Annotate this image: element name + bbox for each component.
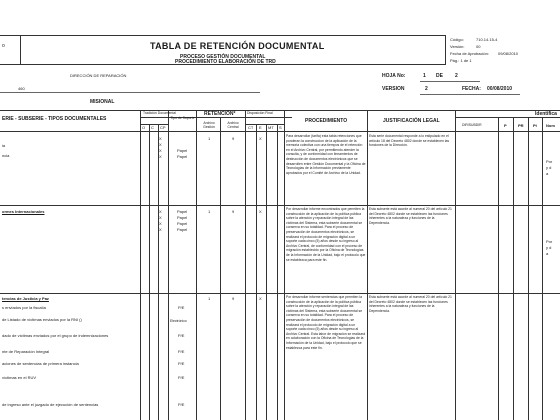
- col-p: P: [504, 123, 507, 128]
- final-disposition-header: Disposición Final: [247, 111, 273, 115]
- row1-procedure: Para desarrollar (tarifa) esta tabla retenciones que ponderan la construccion de la aplicación de la memoria colectiva con una tiempos de el retención en el Archivo Central, por permitiendo atender la consulta, y de conformidad con lineamientos de destrucción de documentos electrónicos que se desarrollen entre Gestión Documental y la Oficina de Tecnologías de la Información previamente aprobados por el Comité de Archivo de la Unidad.: [286, 134, 366, 175]
- row1-mark-3: X: [159, 148, 162, 153]
- row1-item-1: ia: [2, 143, 6, 148]
- code-value: 710.14.15-4: [476, 37, 498, 42]
- row1-mark-2: X: [159, 142, 162, 147]
- row3-item-5: aciones de sentencias de primera instancia: [2, 361, 79, 366]
- col-cp: CP: [160, 125, 166, 130]
- date-row-value: 00/08/2010: [487, 86, 513, 92]
- archive-central-header: Archivo Central: [227, 121, 239, 129]
- row2-series-label: ormes Internacionales: [2, 209, 45, 214]
- row3-archive-gestion: 1: [208, 296, 211, 301]
- archive-management-header: Archivo Gestión: [203, 121, 215, 129]
- row2-support-3: Papel: [177, 221, 188, 226]
- version-value: 00: [476, 44, 481, 49]
- page-counter: Pág.: 1 de 1: [450, 58, 472, 63]
- dependency-code: 460: [18, 86, 25, 91]
- row3-support-6: P/E: [178, 375, 185, 380]
- row3-legal: Esta subserie está acorde al numeral 20 del artículo 21 del Decreto 4802 donde se establecen las funciones inherentes a la naturaleza y funciones de la Dependencia.: [369, 295, 452, 313]
- row2-legal: Esta subserie está acorde al numeral 20 del artículo 21 del Decreto 4802 donde se establecen las funciones inherentes a la naturaleza y funciones de la Dependencia.: [369, 207, 452, 225]
- procedure-subtitle: PROCEDIMIENTO ELABORACIÓN DE TRD: [175, 59, 276, 65]
- row2-mark-4: X: [159, 227, 162, 232]
- approval-date-label: Fecha de Aprobación:: [450, 51, 489, 56]
- row3-item-7: de ingreso ante el juzgado de ejecución de sentencias: [2, 402, 99, 407]
- row2-mark-3: X: [159, 221, 162, 226]
- row3-disposition: X: [259, 296, 262, 301]
- col-mt: MT: [268, 125, 274, 130]
- retention-header: RETENCIÓN*: [204, 111, 236, 117]
- version-row-label: VERSION: [382, 86, 405, 92]
- tradition-header: Tradición Documental: [143, 111, 176, 115]
- row3-support-7: P/E: [178, 402, 185, 407]
- sheet-label: HOJA No:: [382, 73, 406, 79]
- left-fragment: o: [2, 43, 5, 49]
- row2-archive-central: 9: [232, 209, 235, 214]
- row2-support-4: Papel: [177, 227, 188, 232]
- version-row-value: 2: [425, 86, 428, 92]
- row3-item-6: víctimas en el RUV: [2, 375, 37, 380]
- sheet-number: 1: [423, 73, 426, 79]
- row2-disposition: X: [259, 209, 262, 214]
- process-subtitle: PROCESO GESTIÓN DOCUMENTAL: [180, 54, 266, 60]
- row3-procedure: Por desarrollar informe sentencias que permiten la construcción de la aplicación de la política pública sobre la atención y reparación integral de las víctimas del Sistema, esta subserie documental se conserva en su totalidad. Para el proceso de preservación de documentos electrónicos, se realizará el protocolo de migración digital a un soporte cada cinco (5) años desde su ingreso al Archivo Central. Esta labor de migración se realizará en colaboración con la Oficina de Tecnologías de la Información de la Unidad, bajo el protocolo que se establezca para este fin.: [286, 295, 366, 350]
- col-o: O: [142, 125, 146, 130]
- series-column-header: ERIE - SUBSERIE - TIPOS DOCUMENTALES: [2, 116, 107, 122]
- document-title: TABLA DE RETENCIÓN DOCUMENTAL: [150, 41, 325, 51]
- row2-side-3: a: [546, 251, 549, 256]
- row3-item-3: dado de víctimas enviados por el grupo de indemnizaciones: [2, 333, 109, 338]
- row1-archive-gestion: 1: [208, 136, 211, 141]
- row3-item-2: de Listado de víctimas enviados por la RNI (): [2, 317, 82, 322]
- col-pr: PR: [518, 123, 524, 128]
- process-type: MISIONAL: [90, 99, 115, 105]
- row2-mark-1: X: [159, 209, 162, 214]
- col-ct: CT: [248, 125, 254, 130]
- col-e: E: [259, 125, 262, 130]
- row2-archive-gestion: 1: [208, 209, 211, 214]
- legal-justification-header: JUSTIFICACIÓN LEGAL: [383, 118, 440, 124]
- row3-support-3: P/E: [178, 333, 185, 338]
- row2-support-1: Papel: [177, 209, 188, 214]
- version-label: Versión:: [450, 44, 465, 49]
- col-s: S: [279, 125, 282, 130]
- code-label: Código:: [450, 37, 464, 42]
- col-c: C: [151, 125, 154, 130]
- row1-support-2: Papel: [177, 148, 188, 153]
- row2-side-2: y d: [546, 245, 552, 250]
- support-header: Tipo de Soporte: [170, 116, 195, 120]
- row3-item-1: s enviados por la fiscalía: [2, 305, 46, 310]
- row1-item-3: ncia: [2, 153, 10, 158]
- col-nom: Nom: [546, 123, 555, 128]
- row2-support-2: Papel: [177, 215, 188, 220]
- row1-support-3: Papel: [177, 154, 188, 159]
- row3-archive-central: 9: [232, 296, 235, 301]
- row2-procedure: Por desarrollar informe encontrados que permiten la construcción de la aplicación de la política pública sobre la atención y reparación integral de las víctimas del Sistema, esta subserie documental se conserva en su totalidad. Para el proceso de preservación de documentos electrónicos, se realizará el protocolo de migración digital a un soporte cada cinco (5) años desde su ingreso al Archivo Central, de conformidad con el proceso de migración establecido por la Oficina de Tecnologías de la Información de la Unidad, bajo el protocolo que se establezca para este fin.: [286, 207, 366, 262]
- row1-legal: Esta serie documental responde a lo estipulado en el artículo 18 del Decreto 4802 donde se establecen las funciones de la Dirección.: [369, 134, 450, 148]
- sheet-total: 2: [455, 73, 458, 79]
- row3-series-label: tencias de Justicia y Paz: [2, 296, 49, 301]
- sheet-of: DE: [436, 73, 443, 79]
- row1-archive-central: 9: [232, 136, 235, 141]
- row1-side-1: Por: [546, 159, 553, 164]
- row2-side-1: Por: [546, 239, 553, 244]
- col-pi: PI: [533, 123, 537, 128]
- row2-mark-2: X: [159, 215, 162, 220]
- col-dir-subdir: DIR/SUBDIR: [462, 123, 482, 127]
- identification-header: Identifica: [535, 111, 557, 117]
- row1-mark-1: X: [159, 136, 162, 141]
- row1-disposition: X: [259, 136, 262, 141]
- dependency-label: DIRECCIÓN DE REPARACIÓN: [70, 73, 127, 78]
- row3-support-1: P/E: [178, 305, 185, 310]
- procedure-header: PROCEDIMIENTO: [305, 118, 348, 124]
- row1-side-2: y d: [546, 165, 552, 170]
- row3-support-2: Electrónico: [170, 319, 187, 323]
- row3-support-4: P/E: [178, 349, 185, 354]
- date-row-label: FECHA:: [462, 86, 481, 92]
- row3-item-4: nte de Reparación Integral: [2, 349, 50, 354]
- approval-date-value: 09/08/2010: [498, 51, 519, 56]
- row3-support-5: P/E: [178, 361, 185, 366]
- row1-side-3: a: [546, 171, 549, 176]
- row1-mark-4: X: [159, 154, 162, 159]
